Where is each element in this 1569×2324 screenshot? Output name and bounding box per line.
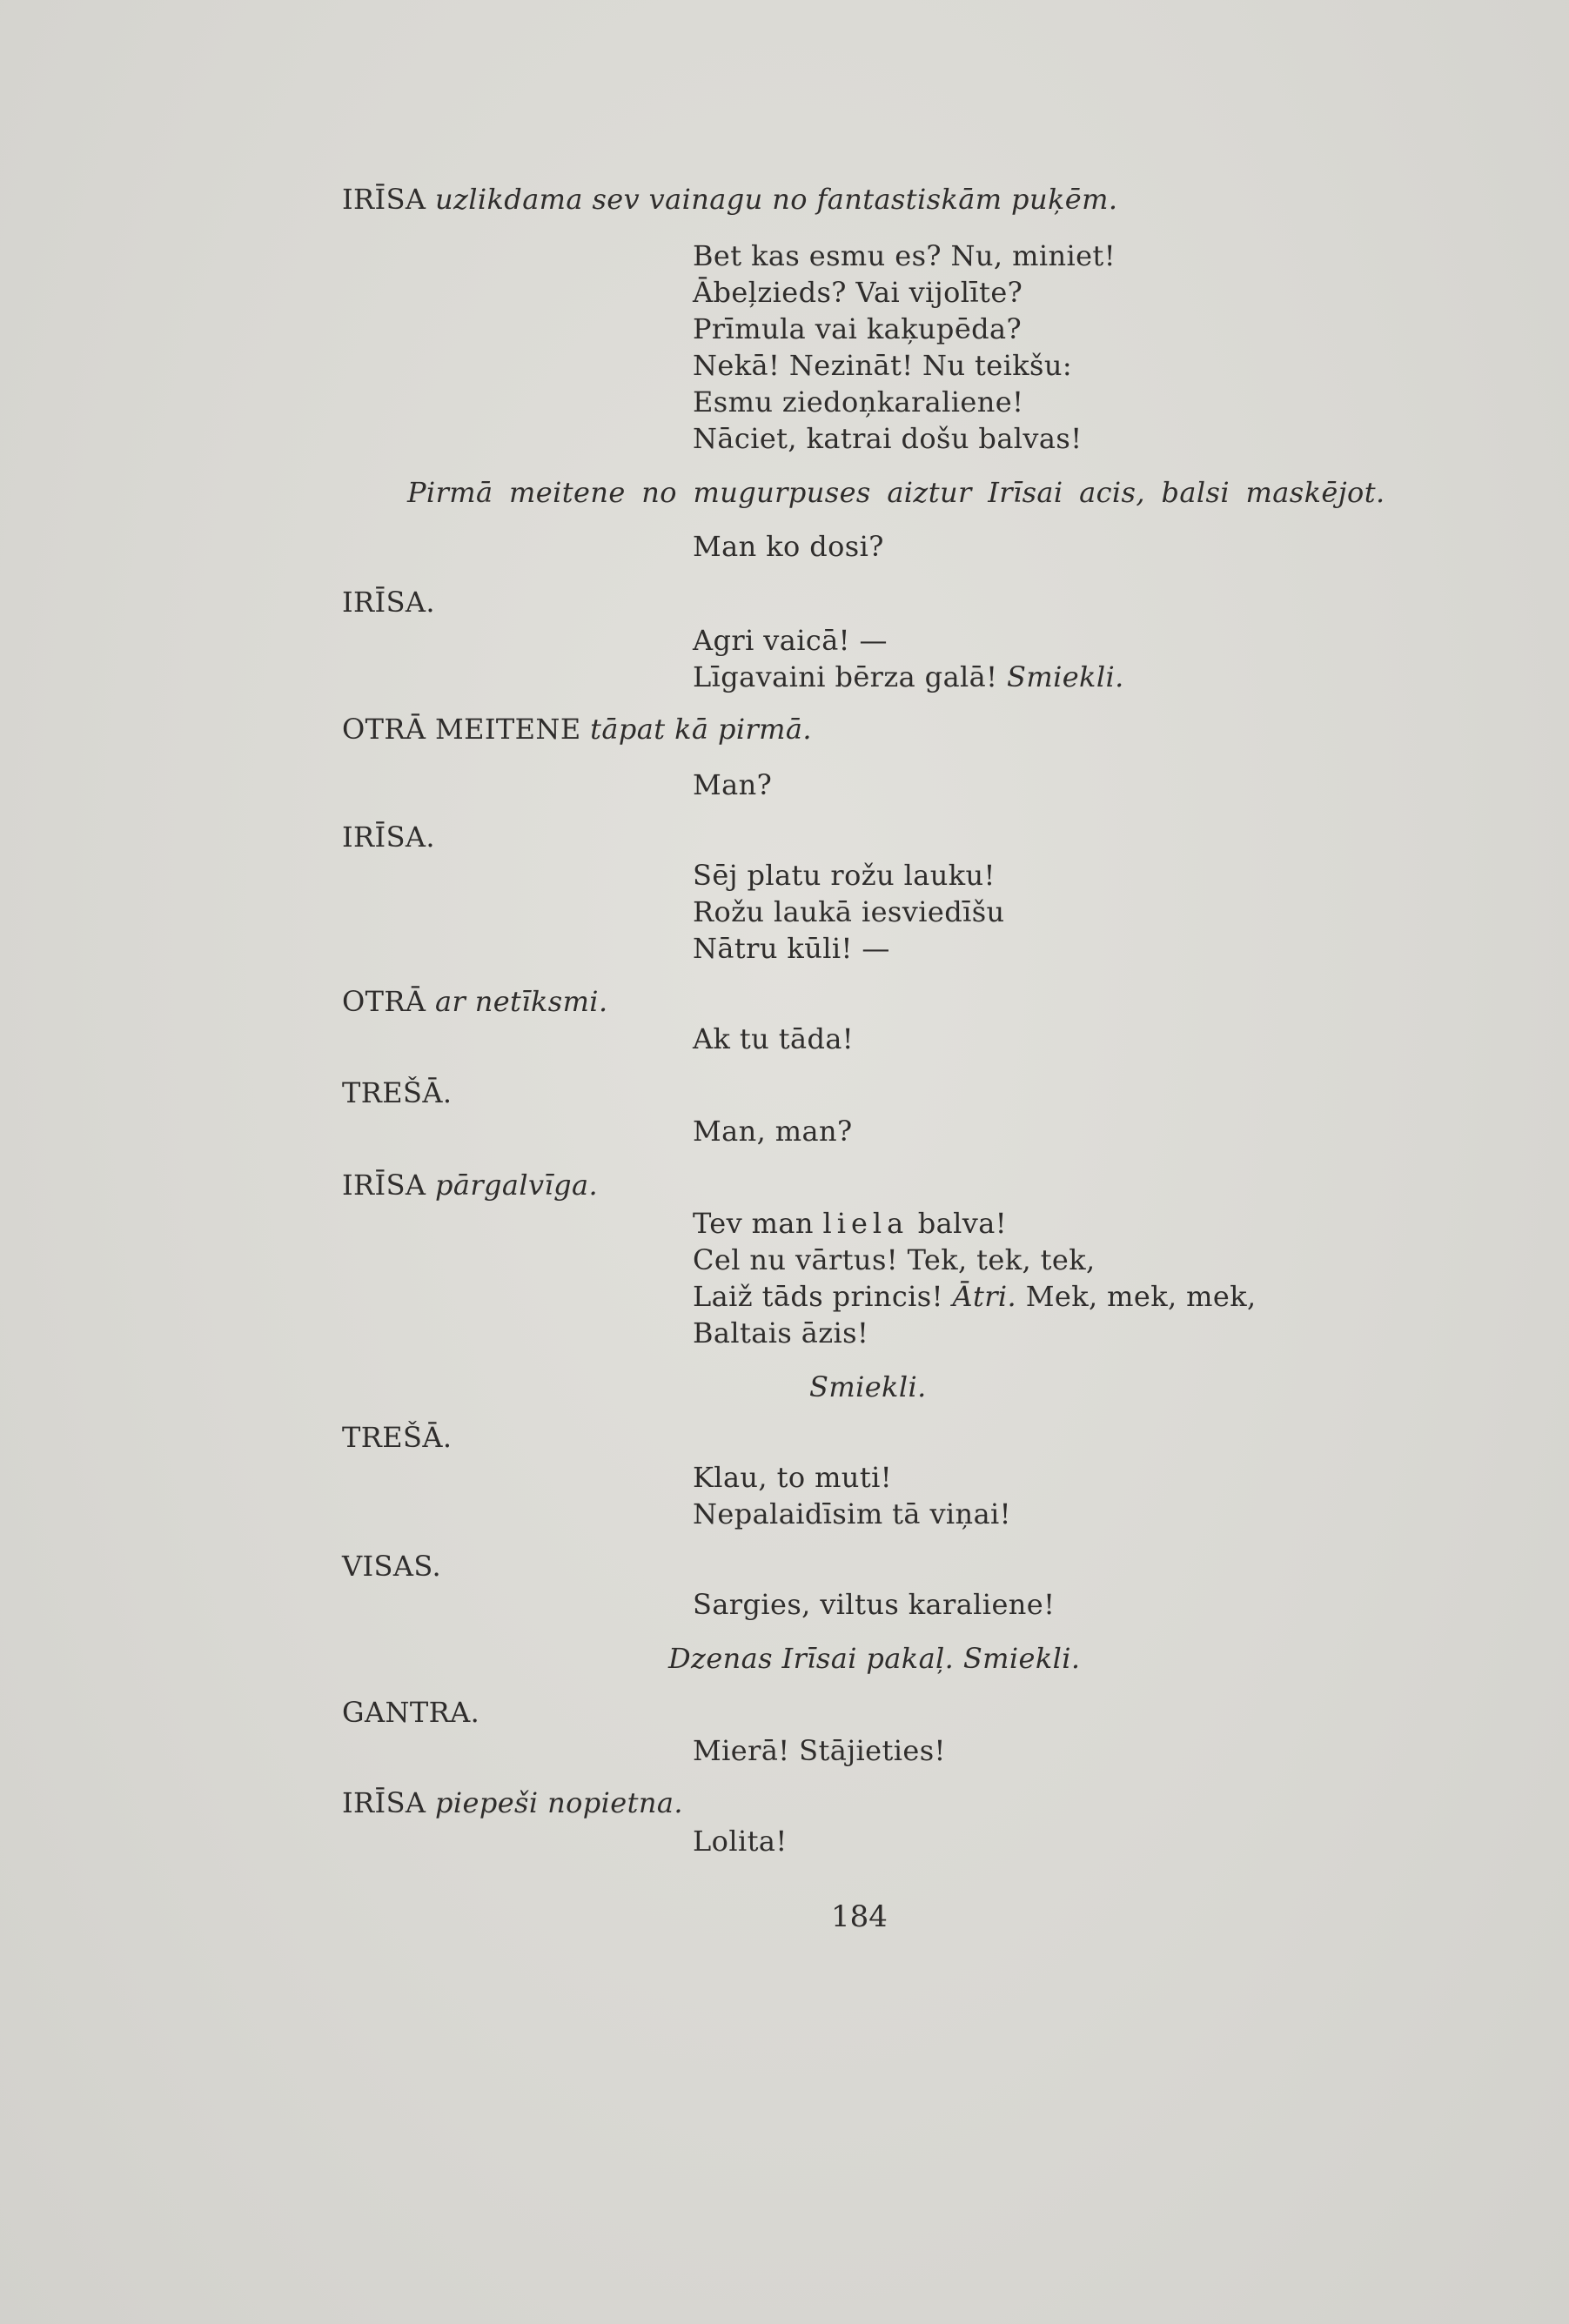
verse-text: Mek, mek, mek, bbox=[1025, 1280, 1257, 1313]
verse-line: Ābeļzieds? Vai vijolīte? bbox=[693, 276, 1023, 309]
verse-line: Sēj platu rožu lauku! bbox=[693, 859, 996, 892]
direction-text: piepeši nopietna. bbox=[434, 1786, 683, 1819]
page-number: 184 bbox=[831, 1899, 888, 1934]
verse-text: Laiž tāds princis! bbox=[693, 1280, 943, 1313]
stage-direction: Pirmā meitene no mugurpuses aiztur Irīsai acis, balsi maskējot. bbox=[407, 476, 1385, 509]
speaker-name: IRĪSA bbox=[342, 183, 426, 216]
stage-direction bbox=[342, 1785, 683, 1820]
direction-text: ar netīksmi. bbox=[434, 985, 608, 1018]
verse-line: Nāciet, katrai došu balvas! bbox=[693, 422, 1083, 455]
verse-line: Agri vaicā! — bbox=[693, 624, 888, 657]
speaker-name: TREŠĀ. bbox=[342, 1076, 453, 1109]
speaker-name: IRĪSA bbox=[342, 1786, 426, 1819]
verse-line: Man ko dosi? bbox=[693, 530, 884, 563]
inline-direction: Ātri. bbox=[952, 1280, 1017, 1313]
verse-line bbox=[693, 660, 1124, 694]
verse-line: Baltais āzis! bbox=[693, 1316, 869, 1350]
verse-line: Prīmula vai kaķupēda? bbox=[693, 312, 1023, 345]
speaker-name: OTRĀ MEITENE bbox=[342, 713, 581, 746]
speaker-name: GANTRA. bbox=[342, 1696, 480, 1729]
stage-direction bbox=[342, 712, 812, 747]
verse-line: Ak tu tāda! bbox=[693, 1022, 855, 1055]
speaker-name: IRĪSA. bbox=[342, 586, 435, 619]
verse-line: Rožu laukā iesviedīšu bbox=[693, 895, 1005, 928]
verse-line: Klau, to muti! bbox=[693, 1461, 892, 1494]
verse-text: Līgavaini bērza galā! bbox=[693, 660, 998, 693]
verse-text: Tev man bbox=[693, 1207, 814, 1240]
verse-line: Man, man? bbox=[693, 1115, 853, 1148]
stage-direction bbox=[342, 984, 608, 1019]
stage-direction: Dzenas Irīsai pakaļ. Smiekli. bbox=[668, 1642, 1081, 1675]
speaker-name: IRĪSA. bbox=[342, 820, 435, 854]
verse-line: Sargies, viltus karaliene! bbox=[693, 1588, 1056, 1621]
verse-line: Nātru kūli! — bbox=[693, 932, 890, 965]
speaker-name: IRĪSA bbox=[342, 1169, 426, 1202]
spaced-emphasis: liela bbox=[822, 1207, 909, 1240]
verse-text: balva! bbox=[917, 1207, 1007, 1240]
direction-text: pārgalvīga. bbox=[434, 1169, 599, 1202]
verse-line: Esmu ziedoņkaraliene! bbox=[693, 385, 1024, 419]
verse-line bbox=[693, 1279, 1257, 1314]
verse-line: Nepalaidīsim tā viņai! bbox=[693, 1497, 1011, 1530]
verse-line: Mierā! Stājieties! bbox=[693, 1734, 946, 1767]
direction-text: uzlikdama sev vainagu no fantastiskām puķēm. bbox=[434, 183, 1118, 216]
verse-line: Man? bbox=[693, 768, 773, 801]
verse-line: Cel nu vārtus! Tek, tek, tek, bbox=[693, 1243, 1096, 1276]
speaker-name: TREŠĀ. bbox=[342, 1421, 453, 1454]
speaker-name: OTRĀ bbox=[342, 985, 426, 1018]
stage-direction bbox=[342, 1168, 598, 1202]
verse-line: Bet kas esmu es? Nu, miniet! bbox=[693, 239, 1116, 272]
stage-direction: Smiekli. bbox=[809, 1370, 927, 1403]
verse-line: Nekā! Nezināt! Nu teikšu: bbox=[693, 349, 1073, 382]
direction-text: tāpat kā pirmā. bbox=[590, 713, 812, 746]
stage-direction bbox=[342, 182, 1117, 217]
verse-line bbox=[693, 1206, 1007, 1241]
verse-line: Lolita! bbox=[693, 1825, 788, 1858]
inline-direction: Smiekli. bbox=[1007, 660, 1124, 693]
speaker-name: VISAS. bbox=[342, 1550, 442, 1583]
